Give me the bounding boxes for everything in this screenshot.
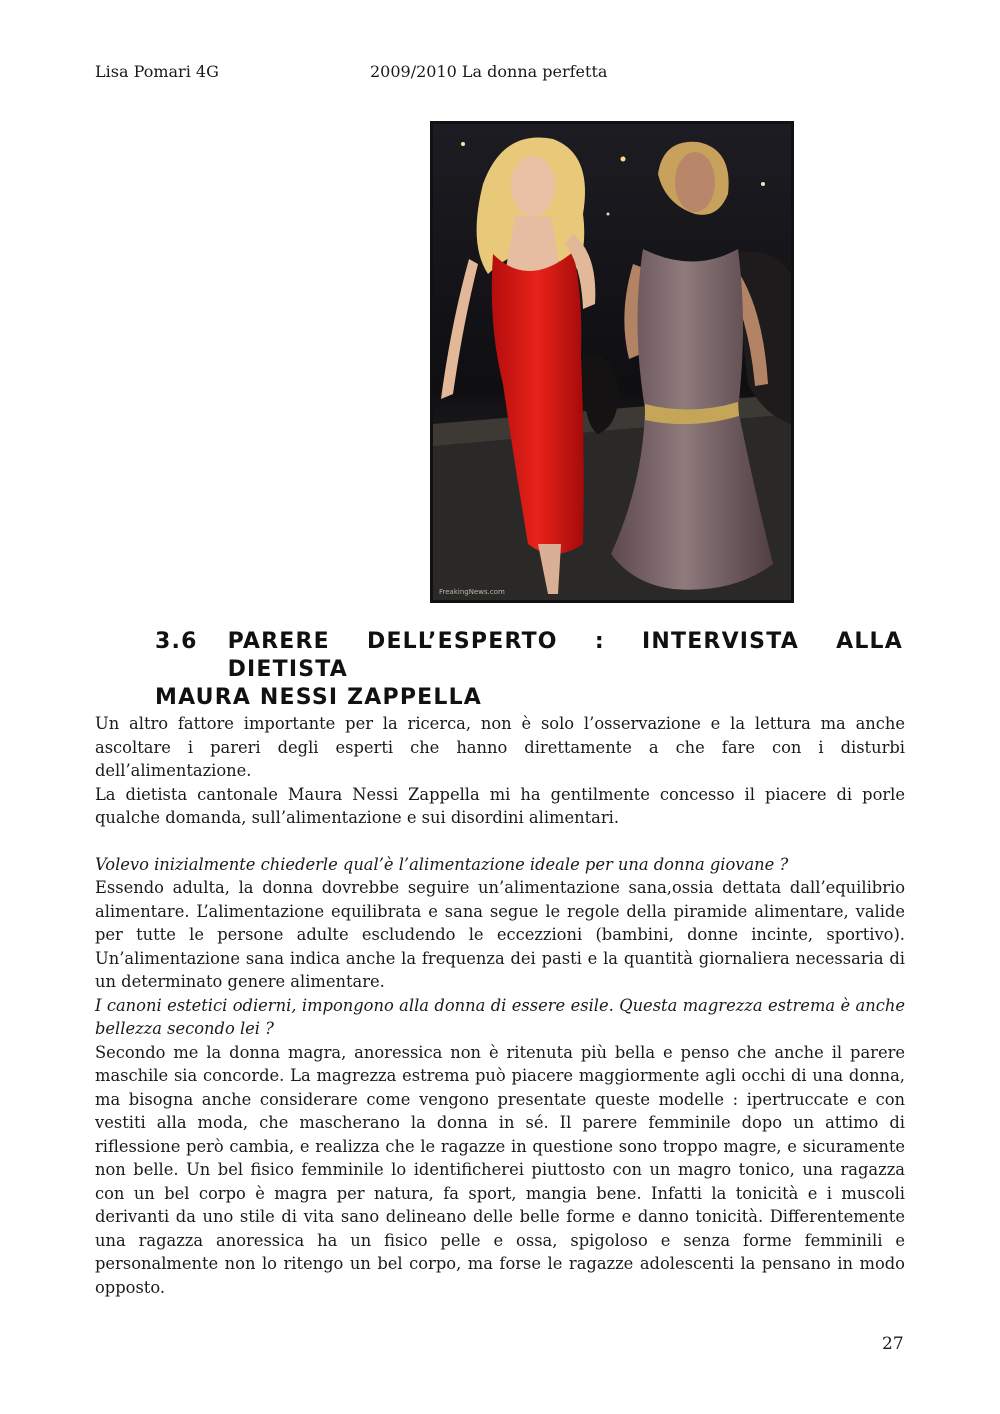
section-heading (155, 628, 903, 712)
paragraph: Un altro fattore importante per la ricerca, non è solo l’osservazione e la lettura ma anche ascoltare i pareri degli esperti che hanno direttamente a che fare con i disturbi dell’alimentazione. (95, 714, 905, 780)
page-number: 27 (882, 1334, 904, 1354)
interview-question: I canoni estetici odierni, impongono alla donna di essere esile. Questa magrezza estrema è anche bellezza secondo lei ? (95, 995, 905, 1038)
article-body (95, 712, 905, 1299)
section-number: 3.6 (155, 629, 198, 654)
section-title-line1: PARERE DELL’ESPERTO : INTERVISTA ALLA DIETISTA (227, 629, 903, 682)
section-title-line2: MAURA NESSI ZAPPELLA (155, 685, 483, 710)
interview-answer: Essendo adulta, la donna dovrebbe seguire un’alimentazione sana,ossia dettata dall’equilibrio alimentare. L’alimentazione equilibrata e sana segue le regole della piramide alimentare, valide per tutte le persone adulte escludendo le eccezzioni (bambini, donne incinte, sportivo). Un’alimentazione sana indica anche la frequenza dei pasti e la quantità giornaliera necessaria di un determinato genere alimentare. (95, 878, 905, 991)
paragraph: La dietista cantonale Maura Nessi Zappella mi ha gentilmente concesso il piacere di porle qualche domanda, sull’alimentazione e sui disordini alimentari. (95, 784, 905, 827)
interview-question: Volevo inizialmente chiederle qual’è l’alimentazione ideale per una donna giovane ? (95, 854, 789, 874)
photo-two-women (430, 121, 794, 603)
photo-watermark: FreakingNews.com (439, 588, 505, 596)
photo-illustration (433, 124, 791, 600)
header-author: Lisa Pomari 4G (95, 62, 219, 81)
header-title: 2009/2010 La donna perfetta (370, 62, 608, 81)
interview-answer: Secondo me la donna magra, anoressica non è ritenuta più bella e penso che anche il parere maschile sia concorde. La magrezza estrema può piacere maggiormente agli occhi di una donna, ma bisogna anche considerare come vengono presentate queste modelle : ipertruccate e con vestiti alla moda, che mascherano la donna in sé. Il parere femminile dopo un attimo di riflessione però cambia, e realizza che le ragazze in questione sono troppo magre, e sicuramente non belle. Un bel fisico femminile lo identificherei piuttosto con un magro tonico, una ragazza con un bel corpo è magra per natura, fa sport, mangia bene. Infatti la tonicità e i muscoli derivanti da uno stile di vita sano delineano delle belle forme e danno tonicità. Differentemente una ragazza anoressica ha un fisico pelle e ossa, spigoloso e senza forme femminili e personalmente non lo ritengo un bel corpo, ma forse le ragazze adolescenti la pensano in modo opposto. (95, 1042, 905, 1297)
page-header (95, 62, 915, 86)
